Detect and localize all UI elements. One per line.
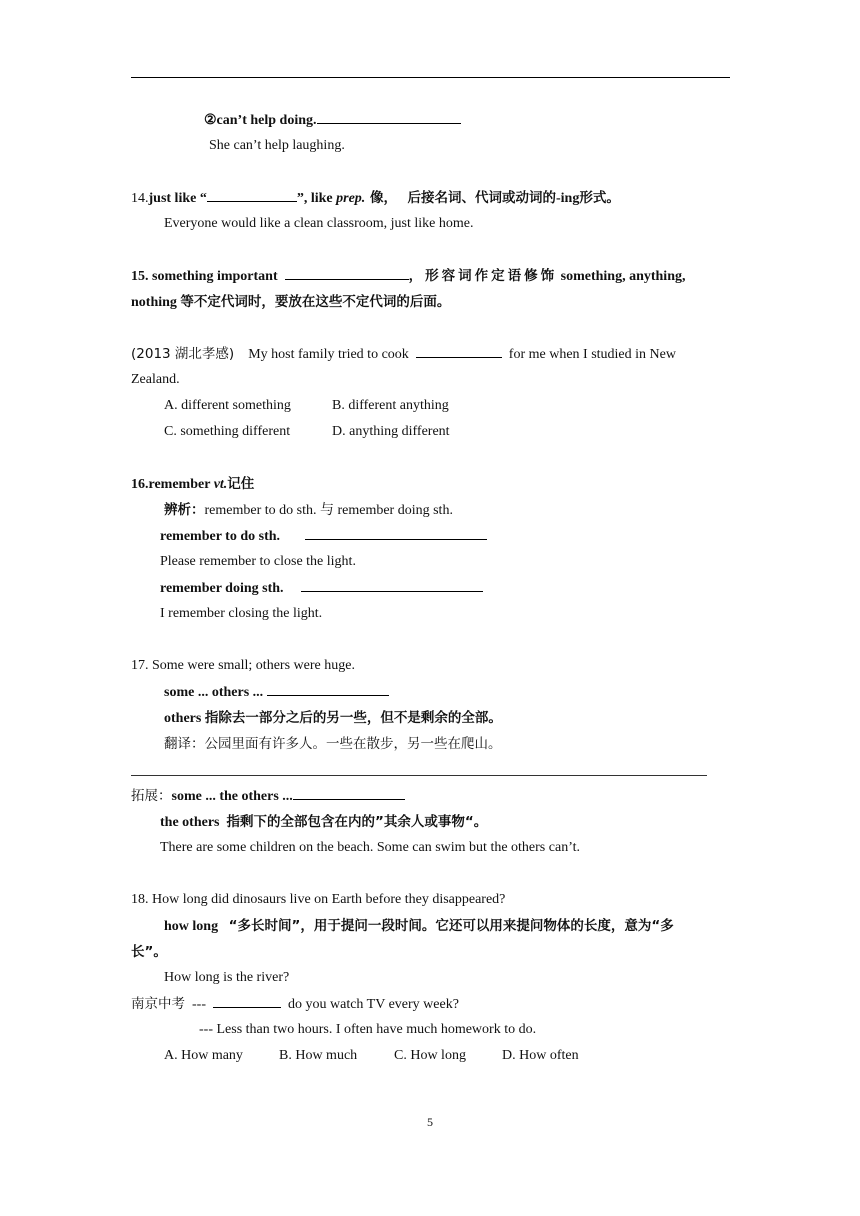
- s17-example: There are some children on the beach. Some can swim but the others can’t.: [160, 840, 580, 855]
- s17-note: others 指除去一部分之后的另一些，但不是剩余的全部。: [164, 710, 502, 726]
- s18-question: 南京中考 --- do you watch TV every week?: [131, 996, 459, 1012]
- s18-option-b: B. How much: [279, 1048, 358, 1063]
- s14-heading: 14.just like “ ”, like prep. 像， 后接名词、代词或动词的-ing形式。: [131, 190, 620, 206]
- s16-form2: remember doing sth.: [160, 579, 483, 598]
- s15-option-c: C. something different: [164, 424, 291, 439]
- s18-option-a: A. How many: [164, 1048, 243, 1063]
- s17-form: some ... others ...: [164, 683, 389, 702]
- s18-option-d: D. How often: [502, 1048, 579, 1063]
- page-number: 5: [427, 1115, 433, 1129]
- s14-example: Everyone would like a clean classroom, just like home.: [164, 216, 474, 231]
- s15-heading: 15. something important ，形容词作定语修饰 something, anything,: [131, 268, 686, 284]
- s15-question-cont: Zealand.: [131, 372, 180, 387]
- s17-answer-line: [131, 775, 707, 776]
- s17-note2: the others 指剩下的全部包含在内的”其余人或事物“。: [160, 814, 488, 830]
- s18-note: how long “多长时间”，用于提问一段时间。它还可以用来提问物体的长度，意为“多: [164, 918, 674, 934]
- s16-example1: Please remember to close the light.: [160, 554, 356, 569]
- s17-extend: 拓展：some ... the others ...: [131, 787, 405, 806]
- s17-sentence: 17. Some were small; others were huge.: [131, 658, 355, 673]
- header-rule: [131, 77, 730, 78]
- s18-sentence: 18. How long did dinosaurs live on Earth before they disappeared?: [131, 892, 506, 907]
- s15-option-d: D. anything different: [332, 424, 450, 439]
- s18-answer: --- Less than two hours. I often have much homework to do.: [199, 1022, 537, 1037]
- s13-example: She can’t help laughing.: [209, 138, 345, 153]
- s18-example: How long is the river?: [164, 970, 290, 985]
- s13-heading: ②can’t help doing.: [204, 111, 461, 130]
- s16-compare: 辨析：remember to do sth. 与 remember doing sth.: [164, 502, 453, 518]
- s15-option-b: B. different anything: [332, 398, 449, 413]
- s18-option-c: C. How long: [394, 1048, 466, 1063]
- s16-heading: 16.remember vt.记住: [131, 476, 255, 492]
- s16-example2: I remember closing the light.: [160, 606, 323, 621]
- s15-note: nothing 等不定代词时，要放在这些不定代词的后面。: [131, 294, 451, 310]
- s15-question: (2013 湖北孝感) My host family tried to cook for me when I studied in New: [131, 346, 676, 362]
- s16-form1: remember to do sth.: [160, 527, 487, 546]
- s17-translate: 翻译：公园里面有许多人。一些在散步，另一些在爬山。: [164, 736, 502, 752]
- s18-note-cont: 长”。: [131, 944, 167, 960]
- s15-option-a: A. different something: [164, 398, 291, 413]
